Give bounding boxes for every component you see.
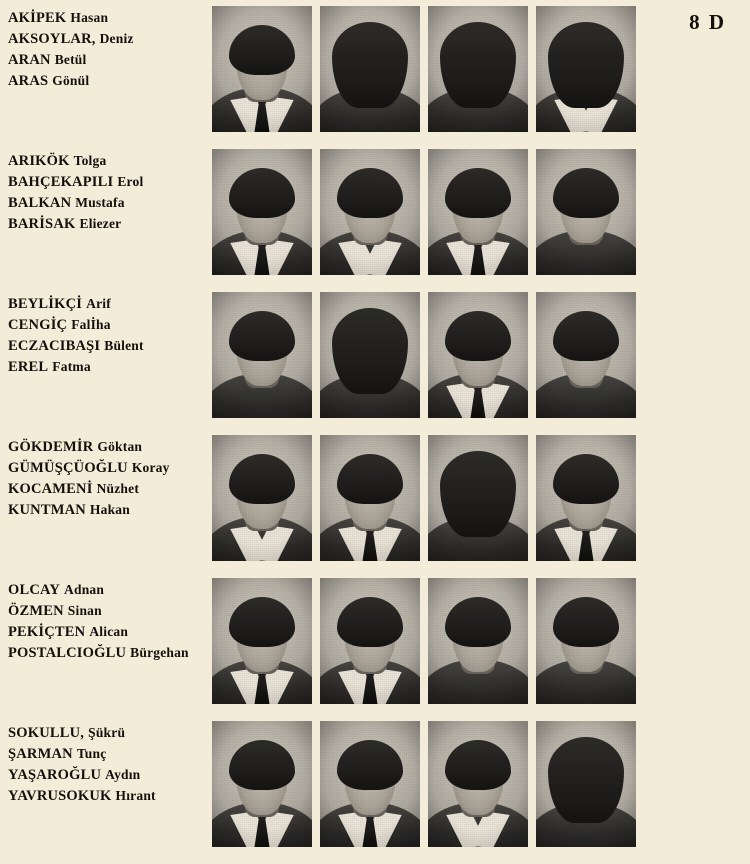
given-name: Göktan <box>97 439 143 454</box>
given-name: Falİha <box>71 317 111 333</box>
photo-vignette <box>428 578 528 704</box>
list-item <box>8 336 212 357</box>
photo-vignette <box>320 6 420 132</box>
list-item <box>8 71 212 92</box>
surname: CENGİÇ <box>8 317 68 334</box>
given-name: Mustafa <box>75 195 125 211</box>
given-name: Adnan <box>64 582 105 597</box>
yearbook-row <box>0 578 750 721</box>
given-name: Betül <box>54 52 87 68</box>
given-name: Erol <box>117 174 144 190</box>
portrait-photo <box>536 6 636 132</box>
portrait-photo <box>428 578 528 704</box>
portrait-group <box>212 6 636 132</box>
surname: YAŞAROĞLU <box>8 767 102 784</box>
surname: ARAS <box>8 73 49 90</box>
surname: GÖKDEMİR <box>8 439 94 455</box>
page-code: 8 D <box>689 10 726 34</box>
portrait-photo <box>320 435 420 561</box>
photo-vignette <box>428 721 528 847</box>
portrait-photo <box>320 6 420 132</box>
given-name: Arif <box>86 296 111 311</box>
yearbook-row <box>0 435 750 578</box>
portrait-group <box>212 721 636 847</box>
photo-vignette <box>320 292 420 418</box>
list-item <box>8 580 212 601</box>
portrait-photo <box>536 149 636 275</box>
given-name: Hakan <box>89 502 130 518</box>
name-list <box>0 6 212 92</box>
portrait-group <box>212 149 636 275</box>
portrait-photo <box>320 149 420 275</box>
surname: ŞARMAN <box>8 746 73 763</box>
surname: BAHÇEKAPILI <box>8 174 114 191</box>
portrait-photo <box>428 292 528 418</box>
list-item <box>8 50 212 71</box>
list-item <box>8 458 212 479</box>
portrait-group <box>212 292 636 418</box>
list-item <box>8 193 212 214</box>
photo-vignette <box>536 721 636 847</box>
photo-vignette <box>320 721 420 847</box>
portrait-photo <box>212 149 312 275</box>
portrait-photo <box>536 292 636 418</box>
photo-vignette <box>536 578 636 704</box>
surname: ECZACIBAŞI <box>8 338 101 355</box>
surname: PEKİÇTEN <box>8 624 86 641</box>
surname: ÖZMEN <box>8 603 64 620</box>
portrait-photo <box>320 292 420 418</box>
given-name: Alican <box>89 624 129 640</box>
portrait-photo <box>212 721 312 847</box>
given-name: Bürgehan <box>130 645 189 661</box>
surname: YAVRUSOKUK <box>8 788 112 805</box>
yearbook-row <box>0 6 750 149</box>
photo-vignette <box>536 149 636 275</box>
given-name: Bülent <box>104 338 144 354</box>
portrait-photo <box>536 435 636 561</box>
photo-vignette <box>428 149 528 275</box>
list-item <box>8 500 212 521</box>
photo-vignette <box>320 435 420 561</box>
surname: BARİSAK <box>8 216 76 233</box>
given-name: Koray <box>131 460 170 476</box>
portrait-photo <box>536 578 636 704</box>
portrait-photo <box>428 721 528 847</box>
surname: AKİPEK <box>8 10 67 26</box>
surname: POSTALCIOĞLU <box>8 645 127 662</box>
photo-vignette <box>536 6 636 132</box>
photo-vignette <box>212 578 312 704</box>
given-name: Tunç <box>76 746 107 762</box>
given-name: Sinan <box>67 603 102 619</box>
surname: KUNTMAN <box>8 502 86 519</box>
surname: EREL <box>8 359 49 376</box>
photo-vignette <box>212 721 312 847</box>
list-item <box>8 437 212 458</box>
surname: ARIKÖK <box>8 153 70 169</box>
given-name: Nüzhet <box>96 481 140 497</box>
name-list <box>0 721 212 807</box>
portrait-photo <box>428 435 528 561</box>
list-item <box>8 765 212 786</box>
photo-vignette <box>212 435 312 561</box>
surname: KOCAMENİ <box>8 481 93 498</box>
portrait-photo <box>212 578 312 704</box>
given-name: Şükrü <box>88 725 126 740</box>
portrait-photo <box>428 149 528 275</box>
photo-vignette <box>212 149 312 275</box>
portrait-photo <box>212 435 312 561</box>
list-item <box>8 294 212 315</box>
given-name: Hırant <box>115 788 156 804</box>
photo-vignette <box>536 435 636 561</box>
yearbook-row <box>0 292 750 435</box>
list-item <box>8 622 212 643</box>
given-name: Tolga <box>73 153 107 168</box>
list-item <box>8 214 212 235</box>
yearbook-row <box>0 721 750 864</box>
list-item <box>8 723 212 744</box>
surname: ARAN <box>8 52 51 69</box>
surname: BALKAN <box>8 195 72 212</box>
list-item <box>8 8 212 29</box>
portrait-photo <box>428 6 528 132</box>
portrait-group <box>212 435 636 561</box>
photo-vignette <box>428 435 528 561</box>
name-list <box>0 435 212 521</box>
surname: BEYLİKÇİ <box>8 296 83 312</box>
list-item <box>8 172 212 193</box>
list-item <box>8 29 212 50</box>
photo-vignette <box>428 292 528 418</box>
name-list <box>0 292 212 378</box>
list-item <box>8 151 212 172</box>
given-name: Fatma <box>52 359 91 375</box>
surname: GÜMÜŞÇÜOĞLU <box>8 460 128 477</box>
list-item <box>8 315 212 336</box>
photo-vignette <box>536 292 636 418</box>
surname: OLCAY <box>8 582 61 598</box>
list-item <box>8 744 212 765</box>
portrait-photo <box>212 292 312 418</box>
photo-vignette <box>212 292 312 418</box>
photo-vignette <box>320 149 420 275</box>
portrait-photo <box>536 721 636 847</box>
list-item <box>8 643 212 664</box>
photo-vignette <box>212 6 312 132</box>
given-name: Gönül <box>52 73 90 89</box>
portrait-photo <box>320 578 420 704</box>
name-list <box>0 149 212 235</box>
photo-vignette <box>320 578 420 704</box>
portrait-photo <box>320 721 420 847</box>
list-item <box>8 479 212 500</box>
portrait-group <box>212 578 636 704</box>
list-item <box>8 601 212 622</box>
yearbook-rows <box>0 6 750 864</box>
portrait-photo <box>212 6 312 132</box>
given-name: Hasan <box>70 10 109 25</box>
surname: SOKULLU, <box>8 725 85 741</box>
given-name: Deniz <box>99 31 134 47</box>
given-name: Aydın <box>105 767 141 783</box>
yearbook-row <box>0 149 750 292</box>
photo-vignette <box>428 6 528 132</box>
name-list <box>0 578 212 664</box>
list-item <box>8 357 212 378</box>
given-name: Eliezer <box>79 216 122 232</box>
list-item <box>8 786 212 807</box>
surname: AKSOYLAR, <box>8 31 96 48</box>
